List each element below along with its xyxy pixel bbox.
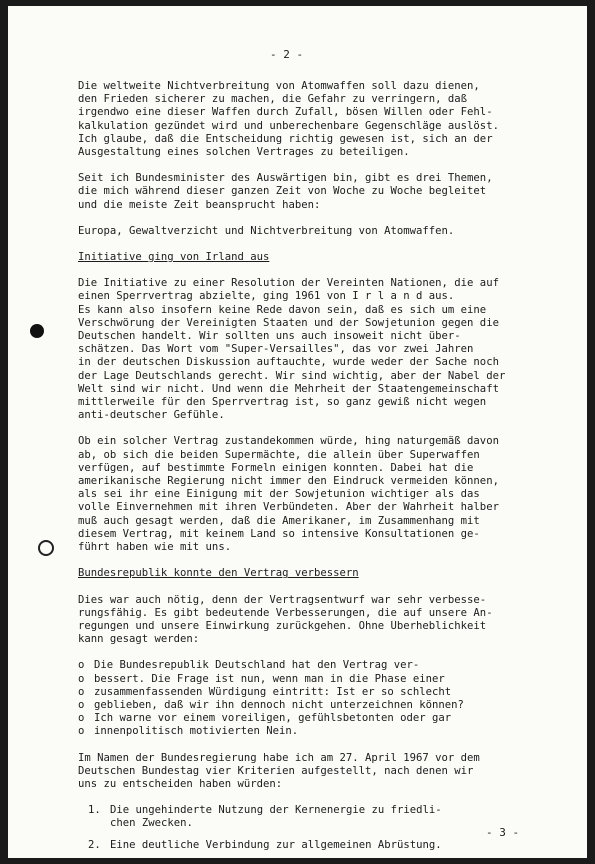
item-number: 1. (88, 804, 101, 817)
text-line: der Lage Deutschlands gerecht. Wir sind wichtig, aber der Nabel der (78, 369, 506, 382)
bullet-marker: o (78, 672, 85, 685)
text-line: Deutschen handelt. Wir sollten uns auch insoweit nicht über- (78, 330, 461, 343)
item-text (110, 804, 442, 830)
text-line: anti-deutscher Gefühle. (78, 409, 225, 422)
bullet-marker: o (78, 712, 85, 725)
text-line: Europa, Gewaltverzicht und Nichtverbreitung von Atomwaffen. (78, 224, 455, 237)
text-line: Verschwörung der Vereinigten Staaten und der Sowjetunion gegen die (78, 316, 499, 329)
list-item (78, 659, 548, 672)
paragraph (78, 80, 548, 159)
bullet-marker: o (78, 725, 85, 738)
item-text (110, 839, 442, 852)
section-heading-bundesrepublik: Bundesrepublik konnte den Vertrag verbessern (78, 567, 359, 580)
text-line: chen Zwecken. (110, 817, 193, 830)
list-item-text: geblieben, daß wir ihn dennoch nicht unterzeichnen können? (94, 698, 464, 711)
text-line: Ausgestaltung eines solchen Vertrages zu beteiligen. (78, 146, 410, 159)
text-line: verfügen, auf bestimmte Formeln einigen konnten. Dabei hat die (78, 461, 474, 474)
text-line: Im Namen der Bundesregierung habe ich am 27. April 1967 vor dem (78, 751, 480, 764)
paragraph (78, 172, 548, 212)
text-line: als sei ihr eine Einigung mit der Sowjetunion wichtiger als das (78, 488, 480, 501)
text-line: Ich glaube, daß die Entscheidung richtig gewesen ist, sich an der (78, 132, 493, 145)
text-line: einen Sperrvertrag abzielte, ging 1961 von I r l a n d aus. (78, 290, 455, 303)
text-line: Seit ich Bundesminister des Auswärtigen bin, gibt es drei Themen, (78, 172, 493, 185)
text-line: mittlerweile für den Sperrvertrag ist, so ganz gewiß nicht wegen (78, 396, 487, 409)
text-line: Es kann also insofern keine Rede davon sein, daß es sich um eine (78, 303, 487, 316)
text-line: Die weltweite Nichtverbreitung von Atomwaffen soll dazu dienen, (78, 80, 480, 92)
text-line: regungen und unsere Einwirkung zurückgehen. Ohne Überheblichkeit (78, 619, 487, 632)
list-item (78, 712, 548, 725)
list-item-text: innenpolitisch motivierten Nein. (94, 725, 299, 738)
paragraph (78, 752, 548, 792)
text-line: uns zu entscheiden haben würden: (78, 777, 283, 790)
document-page (8, 6, 587, 858)
text-line: rungsfähig. Es gibt bedeutende Verbesserungen, die auf unsere An- (78, 606, 493, 619)
numbered-item (78, 804, 548, 830)
numbered-item (78, 839, 548, 852)
list-item (78, 686, 548, 699)
text-line: volle Einvernehmen mit ihren Verbündeten. Aber der Wahrheit halber (78, 501, 499, 514)
punch-hole (38, 540, 54, 556)
paragraph (78, 277, 548, 422)
bullet-list (78, 659, 548, 738)
section-heading-irland: Initiative ging von Irland aus (78, 251, 270, 264)
list-item-text: bessert. Die Frage ist nun, wenn man in die Phase einer (94, 672, 445, 685)
text-line: Ob ein solcher Vertrag zustandekommen würde, hing naturgemäß davon (78, 435, 499, 448)
punch-hole (30, 324, 44, 338)
text-line: Deutschen Bundestag vier Kriterien aufgestellt, nach denen wir (78, 764, 474, 777)
text-line: Die Initiative zu einer Resolution der Vereinten Nationen, die auf (78, 277, 499, 290)
text-line: kann gesagt werden: (78, 633, 200, 646)
list-item-text: Die Bundesrepublik Deutschland hat den Vertrag ver- (94, 659, 420, 672)
text-line: diesem Vertrag, mit keinem Land so intensive Konsultationen ge- (78, 527, 480, 540)
document-body (78, 80, 548, 860)
list-item (78, 699, 548, 712)
text-line: Welt sind wir nicht. Und wenn die Mehrheit der Staatengemeinschaft (78, 382, 499, 395)
text-line: amerikanische Regierung nicht immer den Eindruck vermeiden können, (78, 475, 499, 488)
text-line: irgendwo eine dieser Waffen durch Zufall, bösen Willen oder Fehl- (78, 106, 493, 119)
list-item-text: Ich warne vor einem voreiligen, gefühlsbetonten oder gar (94, 712, 452, 725)
text-line: schätzen. Das Wort vom "Super-Versailles", das vor zwei Jahren (78, 343, 474, 356)
text-line: Die ungehinderte Nutzung der Kernenergie zu friedli- (110, 804, 442, 817)
text-line: muß auch gesagt werden, daß die Amerikaner, im Zusammenhang mit (78, 514, 480, 527)
list-item-text: zusammenfassenden Würdigung eintritt: Ist er so schlecht (94, 685, 452, 698)
page-number: - 2 - (270, 48, 304, 61)
paragraph (78, 594, 548, 647)
paragraph (78, 435, 548, 554)
text-line: die mich während dieser ganzen Zeit von Woche zu Woche begleitet (78, 185, 487, 198)
list-item (78, 725, 548, 738)
text-line: und die meiste Zeit beansprucht haben: (78, 198, 321, 211)
text-line: Dies war auch nötig, denn der Vertragsentwurf war sehr verbesse- (78, 593, 487, 606)
bullet-marker: o (78, 698, 85, 711)
text-line: den Frieden sicherer zu machen, die Gefahr zu verringern, daß (78, 93, 468, 106)
text-line: in der deutschen Diskussion auftauchte, wurde weder der Sache noch (78, 356, 499, 369)
item-number: 2. (88, 838, 101, 851)
list-item (78, 673, 548, 686)
text-line: ab, ob sich die beiden Supermächte, die allein über Superwaffen (78, 448, 480, 461)
paragraph (78, 225, 548, 238)
next-page-marker: - 3 - (486, 826, 520, 839)
text-line: führt haben wie mit uns. (78, 541, 232, 554)
bullet-marker: o (78, 659, 85, 672)
text-line: Eine deutliche Verbindung zur allgemeinen Abrüstung. (110, 838, 442, 851)
text-line: kalkulation gezündet wird und unberechenbare Gegenschläge auslöst. (78, 119, 499, 132)
bullet-marker: o (78, 685, 85, 698)
